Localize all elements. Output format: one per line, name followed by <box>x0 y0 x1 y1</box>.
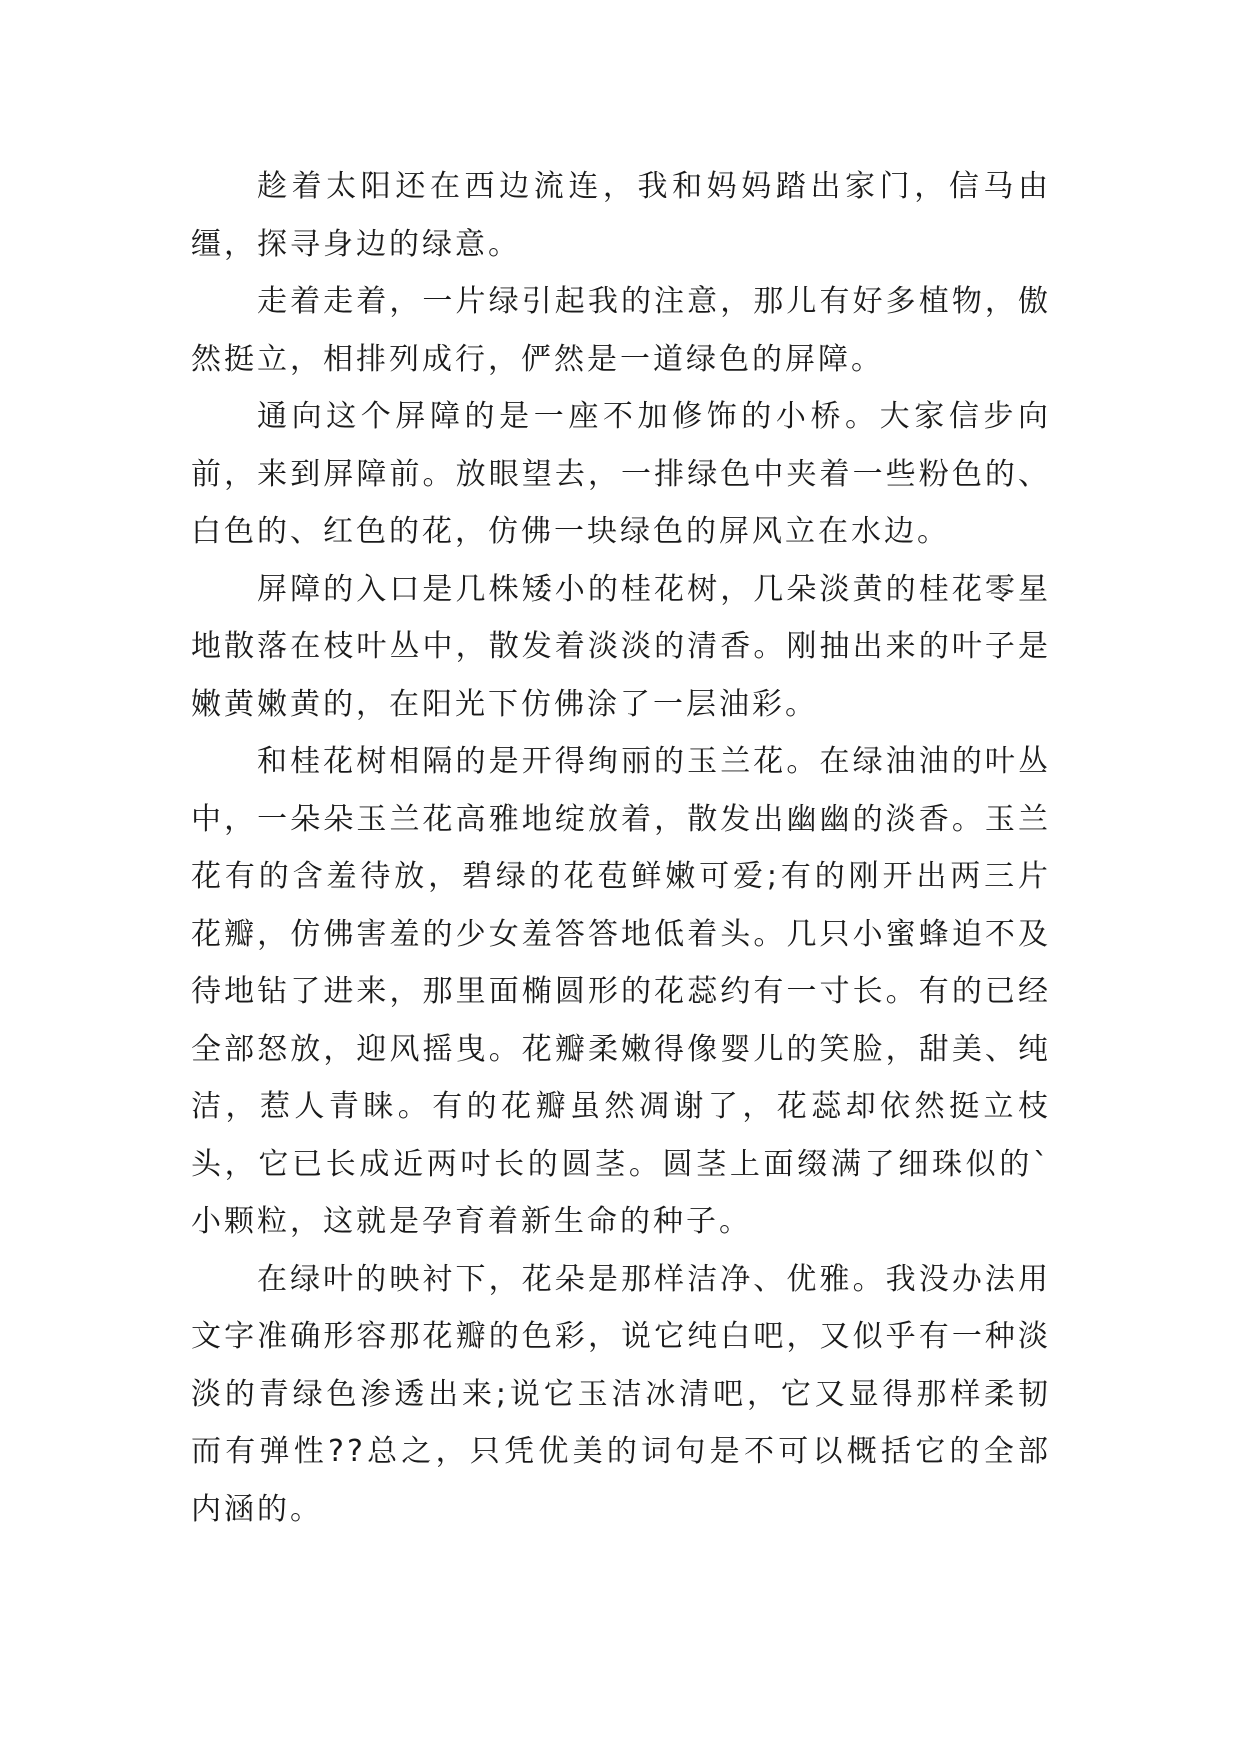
paragraph-4: 屏障的入口是几株矮小的桂花树，几朵淡黄的桂花零星地散落在枝叶丛中，散发着淡淡的清香。刚抽出来的叶子是嫩黄嫩黄的，在阳光下仿佛涂了一层油彩。 <box>191 571 1051 722</box>
paragraph-2: 走着走着，一片绿引起我的注意，那儿有好多植物，傲然挺立，相排列成行，俨然是一道绿色的屏障。 <box>191 284 1051 377</box>
document-body <box>191 158 1051 1538</box>
paragraph-6: 在绿叶的映衬下，花朵是那样洁净、优雅。我没办法用文字准确形容那花瓣的色彩，说它纯白吧，又似乎有一种淡淡的青绿色渗透出来;说它玉洁冰清吧，它又显得那样柔韧而有弹性??总之，只凭优美的词句是不可以概括它的全部内涵的。 <box>191 1261 1051 1527</box>
paragraph-1: 趁着太阳还在西边流连，我和妈妈踏出家门，信马由缰，探寻身边的绿意。 <box>191 169 1051 262</box>
paragraph-3: 通向这个屏障的是一座不加修饰的小桥。大家信步向前，来到屏障前。放眼望去，一排绿色中夹着一些粉色的、白色的、红色的花，仿佛一块绿色的屏风立在水边。 <box>191 399 1051 549</box>
paragraph-5: 和桂花树相隔的是开得绚丽的玉兰花。在绿油油的叶丛中，一朵朵玉兰花高雅地绽放着，散发出幽幽的淡香。玉兰花有的含羞待放，碧绿的花苞鲜嫩可爱;有的刚开出两三片花瓣，仿佛害羞的少女羞答答地低着头。几只小蜜蜂迫不及待地钻了进来，那里面椭圆形的花蕊约有一寸长。有的已经全部怒放，迎风摇曳。花瓣柔嫩得像婴儿的笑脸，甜美、纯洁，惹人青睐。有的花瓣虽然凋谢了，花蕊却依然挺立枝头，它已长成近两吋长的圆茎。圆茎上面缀满了细珠似的`小颗粒，这就是孕育着新生命的种子。 <box>191 744 1051 1239</box>
